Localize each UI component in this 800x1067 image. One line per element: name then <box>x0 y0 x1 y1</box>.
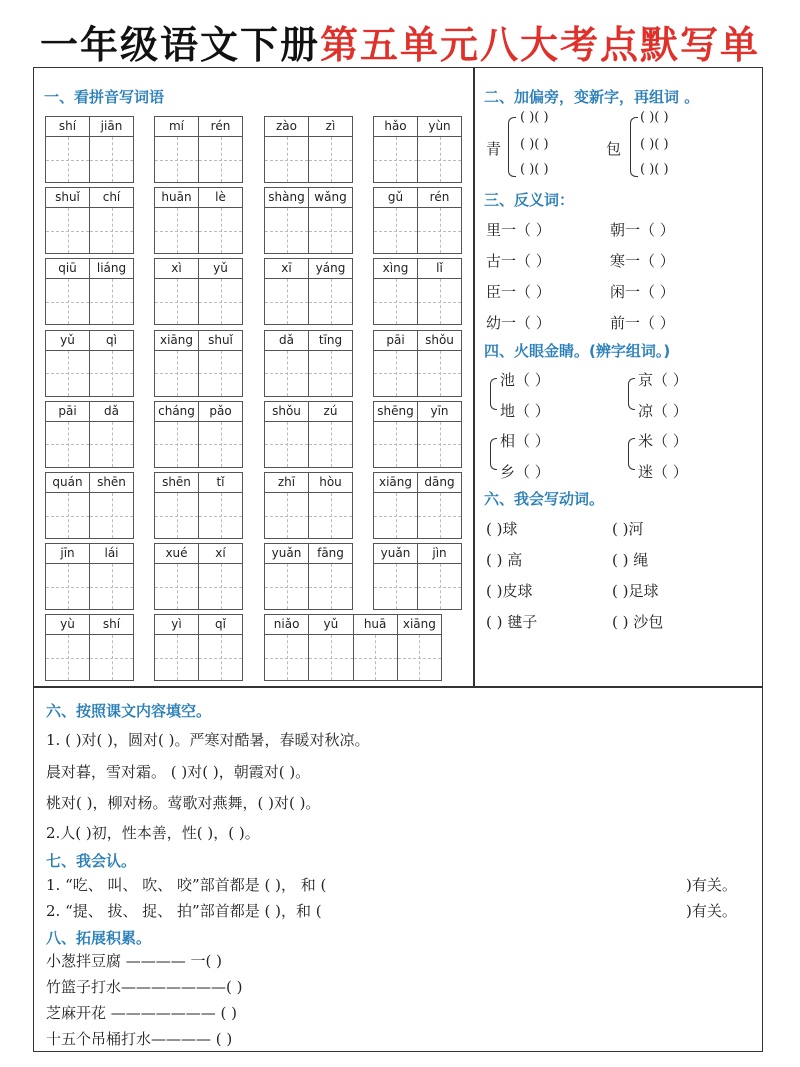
pinyin-word-box <box>264 401 353 468</box>
tianzige-box[interactable] <box>265 635 309 680</box>
sec2-brace-left <box>508 117 516 177</box>
pinyin-label: quán <box>46 473 90 492</box>
pinyin-label: fāng <box>317 546 344 561</box>
tianzige-box[interactable] <box>155 208 199 253</box>
tianzige-box[interactable] <box>265 279 309 324</box>
tianzige-box[interactable] <box>309 351 352 396</box>
pinyin-label: xí <box>215 546 226 561</box>
tianzige-box[interactable] <box>374 564 418 609</box>
tianzige-box[interactable] <box>155 422 199 467</box>
pinyin-label: jīn <box>46 544 90 563</box>
verb-item: ( ) 沙包 <box>612 613 664 631</box>
pinyin-label: xī <box>265 259 309 278</box>
pinyin-word-box <box>154 472 243 539</box>
pinyin-label: dāng <box>424 475 455 489</box>
pinyin-word-box <box>45 258 134 325</box>
pinyin-label: liáng <box>96 261 127 276</box>
tianzige-box[interactable] <box>155 493 199 538</box>
pinyin-label: hǎo <box>374 117 418 136</box>
sec4-item: 相（ ） <box>500 432 550 450</box>
pinyin-word-box <box>373 543 462 610</box>
tianzige-box[interactable] <box>418 564 461 609</box>
antonym-item: 古一（ ） <box>486 252 551 270</box>
pinyin-word-box <box>264 614 442 681</box>
tianzige-box[interactable] <box>90 422 133 467</box>
pinyin-word-box <box>45 614 134 681</box>
section-divider <box>33 686 763 688</box>
sec2-paren-3: ( )( ) <box>520 162 549 177</box>
tianzige-box[interactable] <box>309 493 352 538</box>
verb-item: ( ) 高 <box>486 551 523 569</box>
pinyin-word-box <box>45 187 134 254</box>
sec4-heading: 四、火眼金睛。(辨字组词。) <box>484 342 671 360</box>
tianzige-box[interactable] <box>374 279 418 324</box>
sec2-heading: 二、加偏旁，变新字，再组词 。 <box>484 88 700 106</box>
tianzige-box[interactable] <box>199 635 242 680</box>
tianzige-box[interactable] <box>155 564 199 609</box>
tianzige-box[interactable] <box>418 422 461 467</box>
sec4-item: 迷（ ） <box>638 463 688 481</box>
tianzige-box[interactable] <box>199 422 242 467</box>
pinyin-label: jìn <box>432 546 447 561</box>
title-black: 一年级语文下册 <box>39 23 320 67</box>
pinyin-label: cháng <box>155 402 199 421</box>
tianzige-box[interactable] <box>155 137 199 182</box>
sec4-brace <box>490 438 497 470</box>
sec4-item: 池（ ） <box>500 371 550 389</box>
tianzige-box[interactable] <box>90 493 133 538</box>
pinyin-label: zào <box>265 117 309 136</box>
tianzige-box[interactable] <box>90 635 133 680</box>
tianzige-box[interactable] <box>374 351 418 396</box>
tianzige-box[interactable] <box>199 208 242 253</box>
tianzige-box[interactable] <box>199 137 242 182</box>
antonym-item: 前一（ ） <box>610 314 675 332</box>
pinyin-label: xiāng <box>402 617 436 632</box>
pinyin-word-box <box>264 543 353 610</box>
pinyin-label: rén <box>429 190 450 205</box>
pinyin-label: lǐ <box>436 261 443 276</box>
proverb-line: 小葱拌豆腐 ———— 一( ) <box>46 952 223 970</box>
tianzige-box[interactable] <box>199 279 242 324</box>
pinyin-label: shēng <box>374 402 418 421</box>
pinyin-label: shí <box>102 617 121 632</box>
tianzige-box[interactable] <box>374 422 418 467</box>
pinyin-word-box <box>154 401 243 468</box>
verb-item: ( )球 <box>486 520 518 538</box>
sec2-brace-right <box>630 117 638 177</box>
tianzige-box[interactable] <box>155 635 199 680</box>
pinyin-label: pǎo <box>209 403 232 418</box>
sec4-brace <box>628 438 635 470</box>
tianzige-box[interactable] <box>265 208 309 253</box>
title-red: 第五单元八大考点默写单 <box>320 23 761 67</box>
pinyin-label: chí <box>102 190 121 205</box>
pinyin-label: yǔ <box>213 261 228 276</box>
radical-line-2-end: )有关。 <box>686 902 737 920</box>
tianzige-box[interactable] <box>46 279 90 324</box>
pinyin-label: yùn <box>428 119 451 133</box>
tianzige-box[interactable] <box>418 208 461 253</box>
pinyin-label: yīn <box>430 403 449 418</box>
sec4-item: 京（ ） <box>638 371 688 389</box>
pinyin-label: yǔ <box>309 615 353 634</box>
tianzige-box[interactable] <box>265 422 309 467</box>
pinyin-label: hòu <box>319 475 342 489</box>
tianzige-box[interactable] <box>90 351 133 396</box>
pinyin-word-box <box>264 187 353 254</box>
pinyin-label: jiān <box>100 119 123 133</box>
sec2-paren-2: ( )( ) <box>520 137 549 152</box>
fill-line: 1. ( )对( )，圆对( )。严寒对酷暑，春暖对秋凉。 <box>46 731 370 749</box>
tianzige-box[interactable] <box>46 351 90 396</box>
pinyin-label: zhī <box>265 473 309 492</box>
tianzige-box[interactable] <box>265 564 309 609</box>
fill-line: 桃对( )，柳对杨。莺歌对燕舞，( )对( )。 <box>46 794 321 812</box>
pinyin-label: dǎ <box>104 403 119 418</box>
pinyin-label: shēn <box>97 475 126 489</box>
pinyin-label: qǐ <box>215 617 226 632</box>
tianzige-box[interactable] <box>354 635 398 680</box>
pinyin-label: qì <box>106 332 117 347</box>
radical-line-1-end: )有关。 <box>686 876 737 894</box>
pinyin-word-box <box>45 472 134 539</box>
sec3-heading: 三、反义词： <box>484 191 575 209</box>
verb-item: ( ) 毽子 <box>486 613 538 631</box>
antonym-item: 臣一（ ） <box>486 283 551 301</box>
pinyin-label: xiāng <box>155 331 199 350</box>
pinyin-word-box <box>45 330 134 397</box>
pinyin-label: yuǎn <box>265 544 309 563</box>
pinyin-label: xiāng <box>374 473 418 492</box>
tianzige-box[interactable] <box>418 493 461 538</box>
pinyin-label: huān <box>155 188 199 207</box>
verb-item: ( )河 <box>612 520 644 538</box>
pinyin-word-box <box>373 258 462 325</box>
tianzige-box[interactable] <box>265 137 309 182</box>
tianzige-box[interactable] <box>90 208 133 253</box>
tianzige-box[interactable] <box>309 422 352 467</box>
antonym-item: 闲一（ ） <box>610 283 675 301</box>
pinyin-label: qiū <box>46 259 90 278</box>
pinyin-label: tǐ <box>216 475 225 489</box>
antonym-item: 幼一（ ） <box>486 314 551 332</box>
antonym-item: 里一（ ） <box>486 221 551 239</box>
sec2-mid-char: 包 <box>606 140 622 158</box>
pinyin-label: yǔ <box>46 331 90 350</box>
radical-line-2: 2. “提、 拔、 捉、 拍”部首都是 ( )，和 ( <box>46 902 322 920</box>
tianzige-box[interactable] <box>90 279 133 324</box>
pinyin-label: mí <box>155 117 199 136</box>
tianzige-box[interactable] <box>265 351 309 396</box>
pinyin-word-box <box>264 472 353 539</box>
sec5-heading: 六、我会写动词。 <box>484 490 605 508</box>
tianzige-box[interactable] <box>374 137 418 182</box>
pinyin-label: shí <box>46 117 90 136</box>
tianzige-box[interactable] <box>418 351 461 396</box>
proverb-line: 芝麻开花 ——————— ( ) <box>46 1004 238 1022</box>
tianzige-box[interactable] <box>155 351 199 396</box>
pinyin-label: shuǐ <box>46 188 90 207</box>
tianzige-box[interactable] <box>418 137 461 182</box>
pinyin-word-box <box>264 116 353 183</box>
tianzige-box[interactable] <box>46 493 90 538</box>
tianzige-box[interactable] <box>199 351 242 396</box>
pinyin-word-box <box>45 401 134 468</box>
page-title <box>0 14 800 69</box>
pinyin-word-box <box>154 116 243 183</box>
pinyin-word-box <box>154 614 243 681</box>
pinyin-label: niǎo <box>265 615 309 634</box>
pinyin-label: pāi <box>374 331 418 350</box>
sec2-paren-5: ( )( ) <box>640 137 669 152</box>
pinyin-label: tīng <box>318 332 343 347</box>
tianzige-box[interactable] <box>46 635 90 680</box>
pinyin-label: yù <box>46 615 90 634</box>
pinyin-label: yáng <box>315 261 346 276</box>
proverb-line: 十五个吊桶打水———— ( ) <box>46 1030 233 1048</box>
pinyin-label: xì <box>155 259 199 278</box>
pinyin-label: rén <box>210 119 231 133</box>
column-divider <box>473 67 475 686</box>
pinyin-word-box <box>373 472 462 539</box>
pinyin-label: yuǎn <box>374 544 418 563</box>
tianzige-box[interactable] <box>90 137 133 182</box>
tianzige-box[interactable] <box>374 493 418 538</box>
tianzige-box[interactable] <box>309 635 353 680</box>
tianzige-box[interactable] <box>374 208 418 253</box>
sec1-heading: 一、看拼音写词语 <box>44 88 165 106</box>
pinyin-label: huā <box>354 615 398 634</box>
pinyin-label: shēn <box>155 473 199 492</box>
tianzige-box[interactable] <box>265 493 309 538</box>
verb-item: ( )皮球 <box>486 582 533 600</box>
pinyin-label: xìng <box>374 259 418 278</box>
sec2-paren-1: ( )( ) <box>520 110 549 125</box>
sec7-heading: 七、我会认。 <box>46 852 137 870</box>
sec4-item: 乡（ ） <box>500 463 550 481</box>
sec2-paren-6: ( )( ) <box>640 162 669 177</box>
proverb-line: 竹篮子打水———————( ) <box>46 978 243 996</box>
pinyin-word-box <box>45 543 134 610</box>
pinyin-label: shàng <box>265 188 309 207</box>
tianzige-box[interactable] <box>155 279 199 324</box>
pinyin-label: yì <box>155 615 199 634</box>
pinyin-label: lái <box>104 546 119 561</box>
pinyin-label: xué <box>155 544 199 563</box>
pinyin-label: shuǐ <box>208 332 233 347</box>
pinyin-label: gǔ <box>374 188 418 207</box>
pinyin-word-box <box>154 187 243 254</box>
radical-line-1: 1. “吃、 叫、 吹、 咬”部首都是 ( )， 和 ( <box>46 876 327 894</box>
pinyin-word-box <box>154 330 243 397</box>
antonym-item: 朝一（ ） <box>610 221 675 239</box>
pinyin-label: dǎ <box>265 331 309 350</box>
tianzige-box[interactable] <box>199 493 242 538</box>
tianzige-box[interactable] <box>46 208 90 253</box>
fill-line: 2.人( )初，性本善，性( )，( )。 <box>46 824 260 842</box>
pinyin-label: shǒu <box>265 402 309 421</box>
pinyin-label: zì <box>325 119 336 133</box>
fill-line: 晨对暮，雪对霜。 ( )对( )，朝霞对( )。 <box>46 763 311 781</box>
tianzige-box[interactable] <box>418 279 461 324</box>
tianzige-box[interactable] <box>46 564 90 609</box>
tianzige-box[interactable] <box>46 137 90 182</box>
sec8-heading: 八、拓展积累。 <box>46 929 152 947</box>
tianzige-box[interactable] <box>90 564 133 609</box>
sec2-left-char: 青 <box>486 140 502 158</box>
tianzige-box[interactable] <box>309 137 352 182</box>
sec4-brace <box>490 378 497 410</box>
sec4-item: 凉（ ） <box>638 402 688 420</box>
pinyin-label: zú <box>323 403 338 418</box>
tianzige-box[interactable] <box>309 564 352 609</box>
tianzige-box[interactable] <box>199 564 242 609</box>
pinyin-label: lè <box>215 190 226 205</box>
sec6-heading: 六、按照课文内容填空。 <box>46 702 212 720</box>
tianzige-box[interactable] <box>309 208 352 253</box>
pinyin-label: wǎng <box>314 190 347 205</box>
pinyin-word-box <box>373 116 462 183</box>
sec4-brace <box>628 378 635 410</box>
sec4-item: 地（ ） <box>500 402 550 420</box>
pinyin-word-box <box>373 330 462 397</box>
pinyin-word-box <box>264 258 353 325</box>
verb-item: ( )足球 <box>612 582 659 600</box>
sec2-paren-4: ( )( ) <box>640 110 669 125</box>
sec4-item: 米（ ） <box>638 432 688 450</box>
tianzige-box[interactable] <box>398 635 441 680</box>
pinyin-word-box <box>45 116 134 183</box>
antonym-item: 寒一（ ） <box>610 252 675 270</box>
pinyin-word-box <box>154 543 243 610</box>
tianzige-box[interactable] <box>46 422 90 467</box>
pinyin-label: shǒu <box>425 332 454 347</box>
pinyin-word-box <box>264 330 353 397</box>
verb-item: ( ) 绳 <box>612 551 649 569</box>
pinyin-word-box <box>373 187 462 254</box>
pinyin-word-box <box>154 258 243 325</box>
tianzige-box[interactable] <box>309 279 352 324</box>
pinyin-word-box <box>373 401 462 468</box>
pinyin-label: pāi <box>46 402 90 421</box>
